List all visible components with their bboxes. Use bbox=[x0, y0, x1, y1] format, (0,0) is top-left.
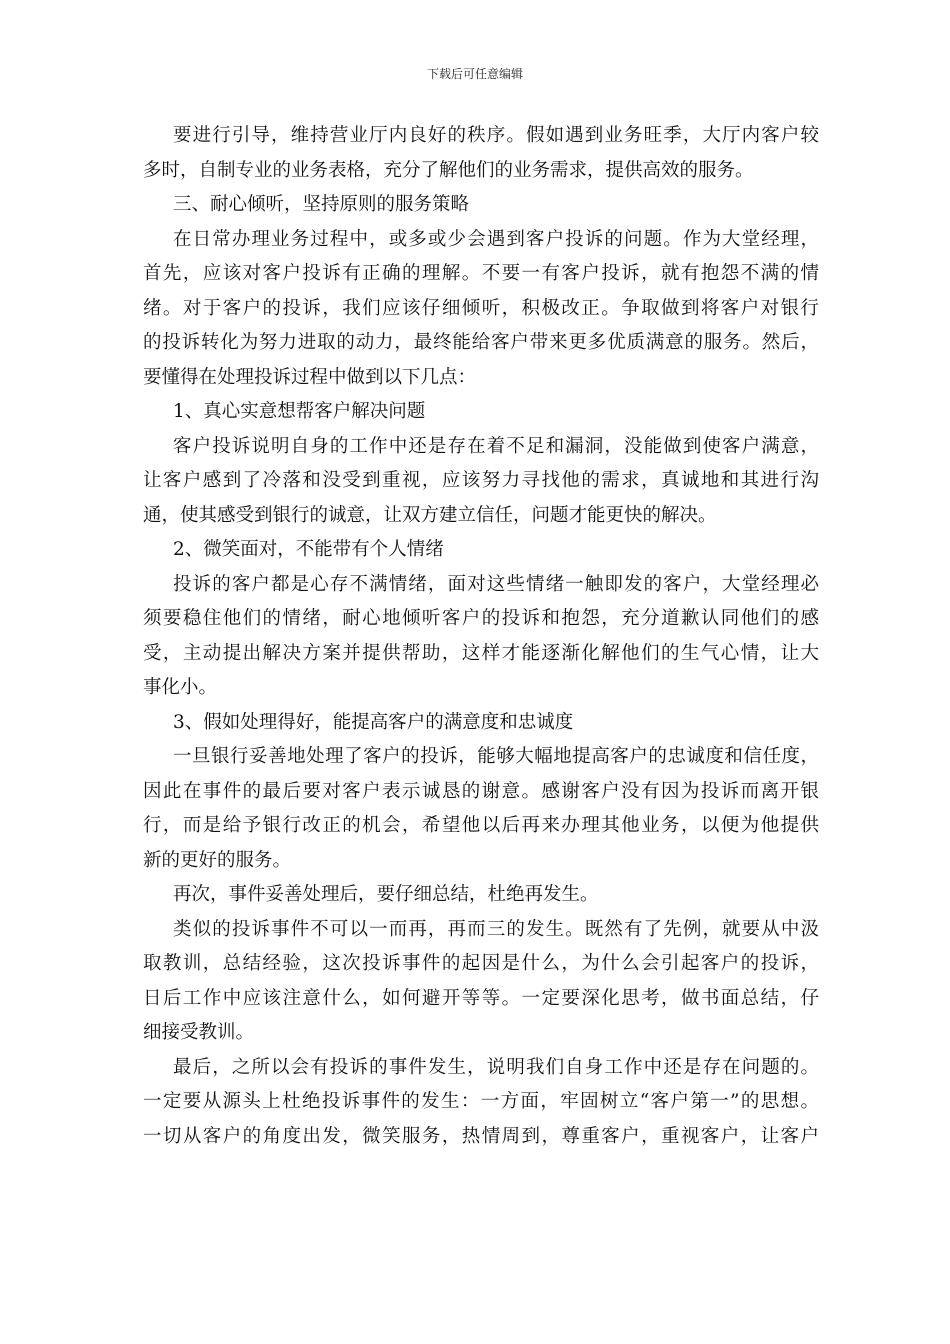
text-line: 投诉的客户都是心存不满情绪，面对这些情绪一触即发的客户，大堂经理必 bbox=[173, 573, 819, 595]
text-line: 取教训，总结经验，这次投诉事件的起因是什么，为什么会引起客户的投诉， bbox=[143, 953, 819, 974]
text-line: 一切从客户的角度出发，微笑服务，热情周到，尊重客户，重视客户，让客户 bbox=[143, 1125, 819, 1147]
text-line: 受，主动提出解决方案并提供帮助，这样才能逐渐化解他们的生气心情，让大 bbox=[143, 642, 819, 664]
document-body bbox=[143, 119, 819, 1154]
text-line: 客户投诉说明自身的工作中还是存在着不足和漏洞，没能做到使客户满意， bbox=[173, 435, 819, 457]
text-line: 一定要从源头上杜绝投诉事件的发生：一方面，牢固树立“客户第一”的思想。 bbox=[143, 1091, 819, 1112]
text-line: 事化小。 bbox=[143, 677, 218, 698]
text-line: 2、微笑面对，不能带有个人情绪 bbox=[173, 539, 444, 560]
text-line: 一旦银行妥善地处理了客户的投诉，能够大幅地提高客户的忠诚度和信任度， bbox=[173, 746, 819, 767]
text-line: 再次，事件妥善处理后，要仔细总结，杜绝再发生。 bbox=[173, 884, 599, 905]
page-header: 下载后可任意编辑 bbox=[426, 67, 523, 81]
text-line: 首先，应该对客户投诉有正确的理解。不要一有客户投诉，就有抱怨不满的情 bbox=[143, 263, 819, 284]
text-line: 行，而是给予银行改正的机会，希望他以后再来办理其他业务，以便为他提供 bbox=[143, 815, 819, 836]
text-line: 类似的投诉事件不可以一而再，再而三的发生。既然有了先例，就要从中汲 bbox=[173, 918, 819, 940]
text-line: 在日常办理业务过程中，或多或少会遇到客户投诉的问题。作为大堂经理， bbox=[173, 228, 819, 250]
text-line: 3、假如处理得好，能提高客户的满意度和忠诚度 bbox=[173, 711, 574, 733]
text-line: 通，使其感受到银行的诚意，让双方建立信任，问题才能更快的解决。 bbox=[143, 504, 717, 526]
text-line: 的投诉转化为努力进取的动力，最终能给客户带来更多优质满意的服务。然后， bbox=[143, 332, 819, 353]
text-line: 要懂得在处理投诉过程中做到以下几点： bbox=[143, 366, 477, 388]
text-line: 日后工作中应该注意什么，如何避开等等。一定要深化思考，做书面总结，仔 bbox=[143, 987, 819, 1009]
text-line: 1、真心实意想帮客户解决问题 bbox=[173, 401, 426, 422]
text-line: 最后，之所以会有投诉的事件发生，说明我们自身工作中还是存在问题的。 bbox=[173, 1056, 819, 1078]
text-line: 绪。对于客户的投诉，我们应该仔细倾听，积极改正。争取做到将客户对银行 bbox=[143, 297, 819, 319]
text-line: 新的更好的服务。 bbox=[143, 849, 292, 871]
text-line: 因此在事件的最后要对客户表示诚恳的谢意。感谢客户没有因为投诉而离开银 bbox=[143, 780, 819, 802]
text-line: 要进行引导，维持营业厅内良好的秩序。假如遇到业务旺季，大厅内客户较 bbox=[173, 125, 819, 146]
text-line: 多时，自制专业的业务表格，充分了解他们的业务需求，提供高效的服务。 bbox=[143, 159, 754, 181]
text-line: 细接受教训。 bbox=[143, 1022, 255, 1043]
text-line: 三、耐心倾听，坚持原则的服务策略 bbox=[173, 194, 470, 215]
text-line: 让客户感到了冷落和没受到重视，应该努力寻找他的需求，真诚地和其进行沟 bbox=[143, 470, 819, 491]
text-line: 须要稳住他们的情绪，耐心地倾听客户的投诉和抱怨，充分道歉认同他们的感 bbox=[143, 608, 819, 629]
